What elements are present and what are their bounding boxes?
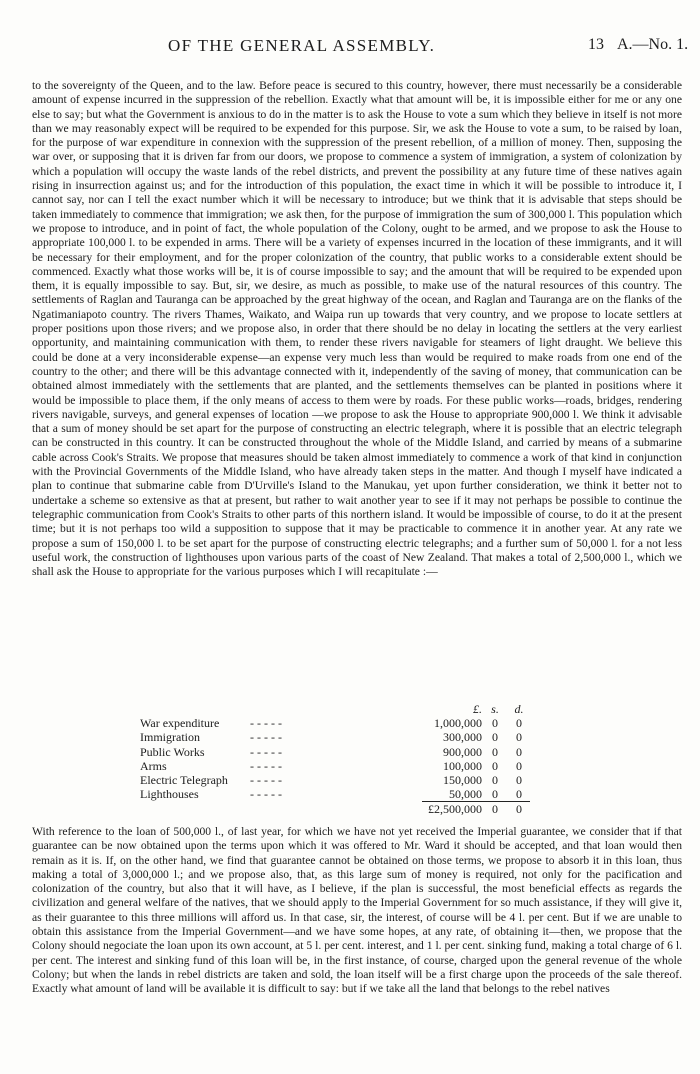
shillings-header: s. <box>491 702 499 716</box>
page-header <box>0 36 700 66</box>
total-pence: 0 <box>508 802 530 817</box>
dash-leader: - - - - - <box>250 730 282 745</box>
row-shillings: 0 <box>492 787 498 802</box>
running-title: OF THE GENERAL ASSEMBLY. <box>168 36 436 55</box>
table-row <box>140 730 530 744</box>
table-row <box>140 716 530 730</box>
row-label: Electric Telegraph <box>140 773 228 788</box>
table-row <box>140 787 530 802</box>
row-pence: 0 <box>516 716 522 731</box>
row-pounds: 300,000 <box>443 730 482 745</box>
row-pence: 0 <box>516 730 522 745</box>
table-row <box>140 745 530 759</box>
total-pounds: £2,500,000 <box>422 802 482 817</box>
table-header-row <box>140 702 530 716</box>
row-shillings: 0 <box>492 730 498 745</box>
dash-leader: - - - - - <box>250 758 282 773</box>
dash-leader: - - - - - <box>250 773 282 788</box>
dash-leader: - - - - - <box>250 787 282 802</box>
total-shillings: 0 <box>482 802 508 817</box>
document-reference: A.—No. 1. <box>617 36 689 53</box>
row-pence: 0 <box>516 773 522 788</box>
dash-leader: - - - - - <box>250 744 282 759</box>
row-shillings: 0 <box>492 716 498 731</box>
row-pence: 0 <box>516 744 522 759</box>
table-row <box>140 759 530 773</box>
row-shillings: 0 <box>492 744 498 759</box>
row-label: Public Works <box>140 744 205 759</box>
row-pounds: 1,000,000 <box>434 716 482 731</box>
row-pounds: 100,000 <box>443 758 482 773</box>
row-pounds: 900,000 <box>443 744 482 759</box>
row-label: Lighthouses <box>140 787 199 802</box>
body-paragraph-2: With reference to the loan of 500,000 l., of last year, for which we have not yet received the Imperial guarantee, we consider that if that guarantee can be now obtained upon the terms upon which it was offered to Mr. Ward it should be accepted, and that loan would then remain as it is. If, on the other hand, we find that guarantee cannot be obtained on those terms, we propose to absorb it in this loan, thus making a total of 3,000,000 l.; and we propose also, that, as this large sum of money is required, not only for the pacification and colonization of the country, but also that it will have, as I believe, if the plan is successful, the most beneficial effects as regards the civilization and general welfare of the natives, that we should apply to the Imperial Government for so much assistance, if they will give it, as their guarantee to this three millions will afford us. In that case, sir, the interest, of course will be 4 l. per cent. But if we are unable to obtain this assistance from the Imperial Government—and we have some hopes, at any rate, of obtaining it—then, we propose that the Colony should negociate the loan upon its own account, at 5 l. per cent. interest, and 1 l. per cent. sinking fund, making a total charge of 6 l. per cent. The interest and sinking fund of this loan will be, in the first instance, of course, charged upon the general revenue of the whole Colony; but when the lands in rebel districts are taken and sold, the loan itself will be a first charge upon the proceeds of the sale thereof. Exactly what amount of land will be available it is difficult to say: but if we take all the land that belongs to the rebel natives <box>32 825 682 996</box>
pence-header: d. <box>514 702 524 716</box>
row-pounds: 150,000 <box>443 773 482 788</box>
row-label: War expenditure <box>140 716 220 731</box>
row-pounds: 50,000 <box>449 787 482 802</box>
row-shillings: 0 <box>492 758 498 773</box>
body-paragraph-1: to the sovereignty of the Queen, and to the law. Before peace is secured to this country, however, there must necessarily be a considerable amount of expense incurred in the suppression of the rebellion. Exactly what that amount will be, it is impossible either for me or any one else to say; but what the Government is anxious to do in the matter is to ask the House to vote a sum which they believe in itself is not more than we may reasonably expect will be required to be expended for this purpose. Sir, we ask the House to vote a sum, to be raised by loan, for the purpose of war expenditure in connexion with the suppression of the present rebellion, of a million of money. Then, supposing the war over, or supposing that it is driven far from our doors, we propose to commence a system of immigration, a system of colonization by which a population will occupy the waste lands of the rebel districts, and prevent the possibility at any future time of these natives again rising in insurrection against us; and for the introduction of this population, the exact time in which it will be possible to introduce it, I cannot say, nor can I tell the exact number which it will be necessary to introduce; but we think that it is advisable that steps should be taken immediately to commence that immigration; we ask then, for the purpose of immigration the sum of 300,000 l. This population which we propose to introduce, and in point of fact, the whole population of the Colony, ought to be armed, and we propose to ask the House to appropriate 100,000 l. to be expended in arms. There will be a variety of expenses incurred in the location of these immigrants, and it will be necessary for their employment, and for the proper colonization of the country, that public works to a considerable extent should be commenced. Exactly what those works will be, it is of course impossible to say; and the amount that will be required to be expended upon them, it is equally impossible to say. But, sir, we desire, as much as possible, to make use of the natural resources of this country. The settlements of Raglan and Tauranga can be approached by the great highway of the ocean, and Raglan and Tauranga are on the flanks of the Ngatimaniapoto country. The rivers Thames, Waikato, and Waipa run up towards that very country, and we propose to locate settlers at proper positions upon those rivers; and we propose also, in order that there should be no delay in locating the settlers at the very earliest opportunity, and maintaining communication with them, to render these rivers navigable for steamers of light draught. We believe this could be done at a very inconsiderable expense—an expense very much less than would be required to make roads from one end of the country to the other; and there will be this advantage connected with it, independently of the saving of money, that communication can be obtained almost immediately with the settlements that are planted, and the settlements themselves can be planted in positions where it would be impossible to place them, if the only means of access to them were by roads. For these public works—roads, bridges, rendering rivers navigable, surveys, and general expenses of location —we propose to ask the House to appropriate 900,000 l. We think it advisable that a sum of money should be set apart for the purpose of constructing an electric telegraph, where it is possible that an electric telegraph can be constructed in this country. It can be constructed throughout the whole of the Middle Island, and carried by means of a submarine cable across Cook's Straits. We propose that measures should be taken almost immediately to commence a work of that kind in conjunction with the Provincial Governments of the Middle Island, who have already taken steps in the matter. And though I myself have indicated a plan to continue that submarine cable from D'Urville's Island to the Manukau, yet upon further consideration, we think it better not to undertake a scheme so extensive as that at present, but rather to wait another year to see if it may not perhaps be possible to continue the telegraphic communication from Cook's Straits to other parts of this northern island. It would be impossible of course, to do it at the present time; but it is not perhaps too wild a supposition to suppose that it may be practicable to commence it in another year. At any rate we propose a sum of 150,000 l. to be set apart for the purpose of constructing electric telegraphs; and a further sum of 50,000 l. for a not less useful work, the construction of lighthouses upon various parts of the coast of New Zealand. That makes a total of 2,500,000 l., which we shall ask the House to appropriate for the various purposes which I will recapitulate :— <box>32 79 682 579</box>
row-label: Immigration <box>140 730 200 745</box>
page-number: 13 <box>588 36 604 53</box>
row-label: Arms <box>140 758 167 773</box>
pounds-header: £. <box>473 702 482 716</box>
row-pence: 0 <box>516 787 522 802</box>
row-shillings: 0 <box>492 773 498 788</box>
row-pence: 0 <box>516 758 522 773</box>
dash-leader: - - - - - <box>250 716 282 731</box>
table-row <box>140 773 530 787</box>
recapitulation-table <box>140 702 530 817</box>
table-total-row <box>140 802 530 817</box>
